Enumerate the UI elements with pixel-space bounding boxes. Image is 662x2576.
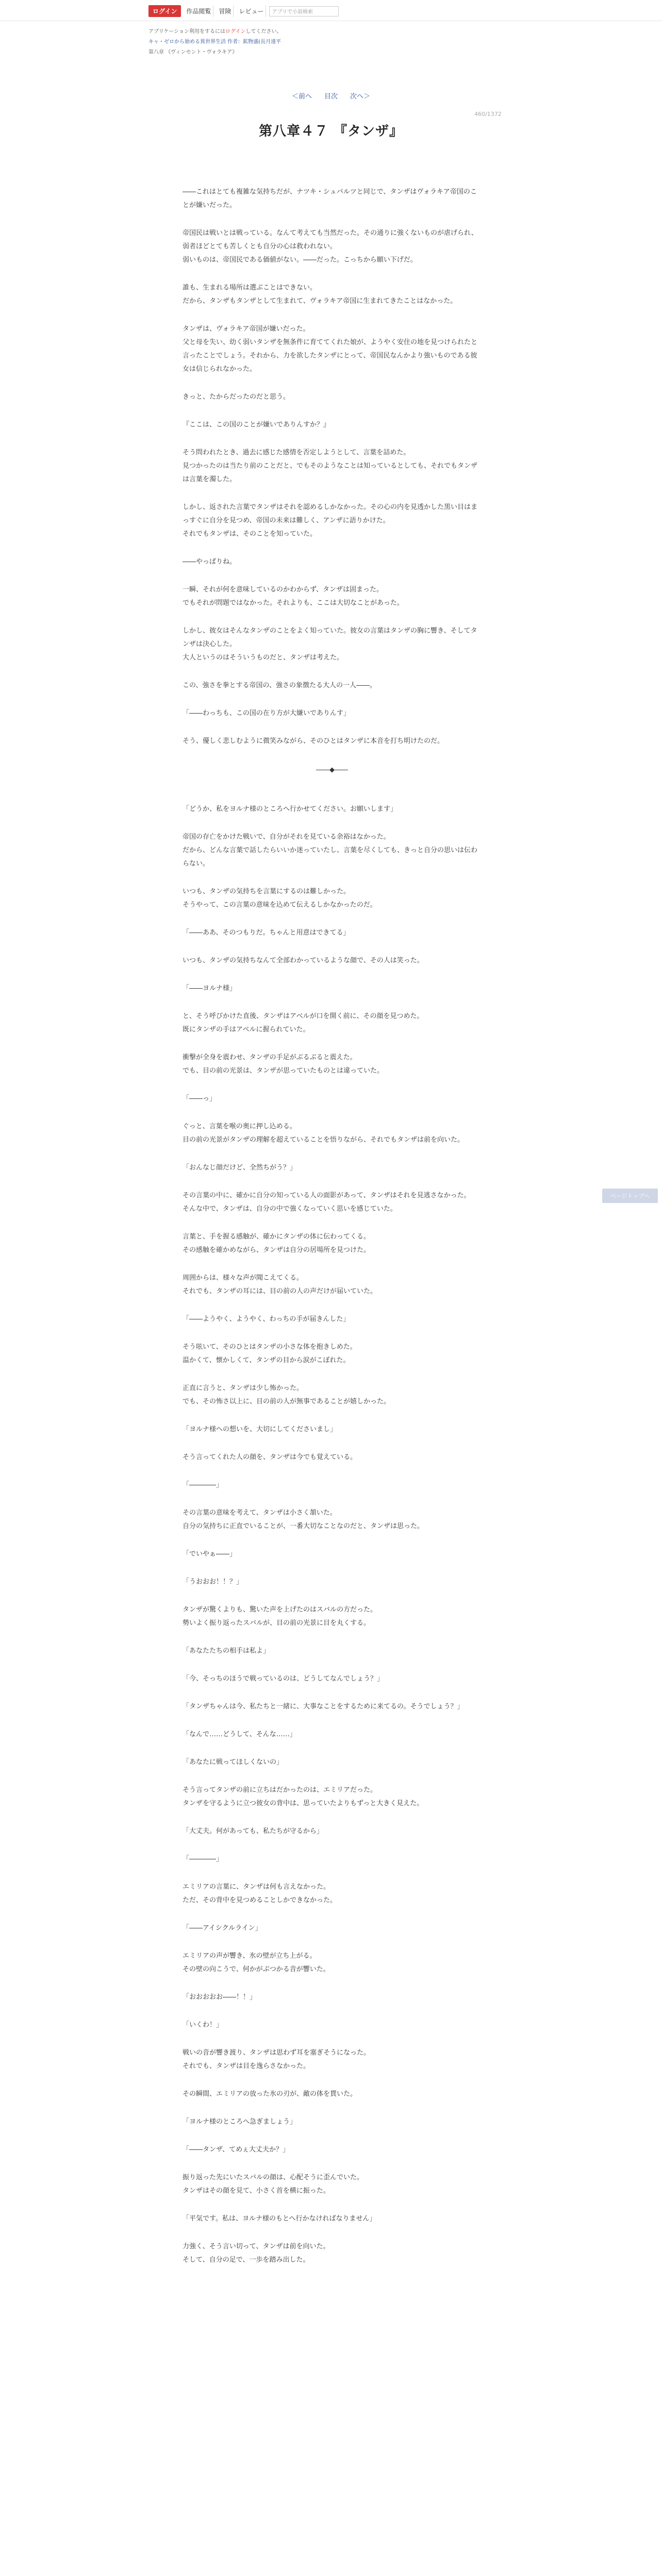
paragraph: その言葉の意味を考えて、タンザは小さく頷いた。 自分の気持ちに正直でいることが、一番大切なことなのだと、タンザは思った。 [183,1509,424,1530]
page-counter: 460/1372 [474,111,502,117]
paragraph: ――これはとても複雑な気持ちだが、ナツキ・シュバルツと同じで、タンザはヴォラキア帝国のことが嫌いだった。 [183,188,477,209]
paragraph: 正直に言うと、タンザは少し怖かった。 でも、その怖さ以上に、目の前の人が無事であることが嬉しかった。 [183,1384,391,1405]
index-link[interactable]: 目次 [324,93,338,100]
paragraph: きっと、たからだったのだと思う。 [183,393,290,401]
paragraph: そう呟いて、そのひとはタンザの小さな体を抱きしめた。 温かくて、懐かしくて、タンザの目から涙がこぼれた。 [183,1343,357,1364]
notice-text-pre: アプリケーション利用をするには [148,29,225,35]
author-link[interactable]: 鉱物盛(長月達平 [243,39,282,45]
work-info [148,37,520,47]
paragraph: タンザは、ヴォラキア帝国が嫌いだった。 父と母を失い、幼く弱いタンザを無条件に育ててくれた娘が、ようやく安住の地を見つけられたと言ったことでしょう。それから、力を欲したタンザにとって、帝国民なんかより強いものである彼女は信じられなかった。 [183,325,478,373]
paragraph: 「いくわ！」 [183,2021,223,2029]
paragraph: 戦いの音が響き渡り、タンザは思わず耳を塞ぎそうになった。 それでも、タンザは目を逸らさなかった。 [183,2049,371,2070]
paragraph: 「――ヨルナ様」 [183,985,237,992]
paragraph: いつも、タンザの気持ちを言葉にするのは難しかった。 そうやって、この言葉の意味を込めて伝えるしかなかったのだ。 [183,888,377,909]
paragraph: ――◆―― [316,766,348,774]
paragraph: 周囲からは、様々な声が聞こえてくる。 それでも、タンザの耳には、目の前の人の声だけが届いていた。 [183,1274,377,1295]
paragraph: 「うおおお！！？」 [183,1578,243,1586]
paragraph: 帝国民は戦いとは戦っている。なんて考えても当然だった。その通りに強くないものが虐げられ、弱者ほどとても苦しくとも自分の心は救われない。 弱いものは、帝国民である価値がない。――だった。こっちから願い下げだ。 [183,229,478,264]
paragraph: そう言ってくれた人の顔を、タンザは今でも覚えている。 [183,1453,357,1461]
paragraph: しかし、返された言葉でタンザはそれを認めるしかなかった。その心の内を見透かした黒い目はまっすぐに自分を見つめ、帝国の未来は難しく、アンザに語りかけた。 それでもタンザは、そのことを知っていた。 [183,503,478,538]
top-navigation [0,0,662,21]
paragraph: 誰も、生まれる場所は選ぶことはできない。 だから、タンザもタンザとして生まれて、ヴォラキア帝国に生まれてきたことはなかった。 [183,284,457,305]
paragraph: そう言ってタンザの前に立ちはだかったのは、エミリアだった。 タンザを守るように立つ彼女の背中は、思っていたよりもずっと大きく見えた。 [183,1786,424,1807]
paragraph: と、そう呼びかけた直後、タンザはアベルが口を開く前に、その顔を見つめた。 既にタンザの手はアベルに握られていた。 [183,1012,424,1033]
paragraph: 「――――」 [183,1481,223,1489]
paragraph: 「今、そっちのほうで戦っているのは、どうしてなんでしょう？」 [183,1675,384,1683]
paragraph: そう問われたとき、過去に感じた感情を否定しようとして、言葉を詰めた。 見つかったのは当たり前のことだと、でもそのようなことは知っているとしても、それでもタンザは言葉を濁した。 [183,449,478,483]
paragraph: その瞬間、エミリアの放った氷の刃が、敵の体を貫いた。 [183,2090,357,2098]
paragraph: その言葉の中に、確かに自分の知っている人の面影があって、タンザはそれを見逃さなかった。 そんな中で、タンザは、自分の中で強くなっていく思いを感じていた。 [183,1192,471,1213]
paragraph: 「――ああ、そのつもりだ。ちゃんと用意はできてる」 [183,929,350,937]
paragraph: 「あなたたちの相手は私よ」 [183,1647,270,1655]
paragraph: 「――わっちも、この国の在り方が大嫌いでありんす」 [183,709,350,717]
paragraph: 「おおおおお――！！」 [183,1993,257,2001]
paragraph: 一瞬、それが何を意味しているのかわからず、タンザは固まった。 でもそれが問題ではなかった。それよりも、ここは大切なことがあった。 [183,586,404,607]
notice-text-post: してください。 [245,29,282,35]
nav-item-adventure[interactable]: 冒険 [217,5,234,17]
page-top-button[interactable]: ページトップへ [602,1189,658,1203]
paragraph: そう、優しく悲しむように微笑みながら、そのひとはタンザに本音を打ち明けたのだ。 [183,737,444,745]
paragraph: 「――アイシクルライン」 [183,1924,262,1932]
novel-body [183,185,482,2281]
paragraph: 「ヨルナ様への想いを、大切にしてくださいまし」 [183,1426,337,1433]
paragraph: 「どうか、私をヨルナ様のところへ行かせてください。お願いします」 [183,805,398,813]
paragraph: 帝国の存亡をかけた戦いで、自分がそれを見ている余裕はなかった。 だから、どんな言葉で話したらいいか迷っていたし、言葉を尽くしても、きっと自分の思いは伝わらない。 [183,833,478,868]
login-button[interactable]: ログイン [148,5,181,17]
paragraph: 力強く、そう言い切って、タンザは前を向いた。 そして、自分の足で、一歩を踏み出した。 [183,2243,330,2264]
paragraph: 「おんなじ顔だけど、全然ちがう？」 [183,1164,297,1172]
paragraph: 「――――」 [183,1855,223,1863]
paragraph: 「タンザちゃんは今、私たちと一緒に、大事なことをするために来てるの。そうでしょう？」 [183,1703,464,1710]
paragraph: 「――っ」 [183,1095,217,1103]
paragraph: 「ヨルナ様のところへ急ぎましょう」 [183,2118,297,2126]
paragraph: エミリアの声が響き、氷の壁が立ち上がる。 その壁の向こうで、何かがぶつかる音が響いた。 [183,1952,330,1973]
paragraph: ――やっぱりね。 [183,558,237,566]
login-notice [148,27,520,37]
paragraph: 「なんで……どうして、そんな……」 [183,1731,296,1738]
paragraph: 「大丈夫。何があっても、私たちが守るから」 [183,1827,323,1835]
paragraph: 「あなたに戦ってほしくないの」 [183,1758,284,1766]
prev-link[interactable]: ＜前へ [291,93,312,100]
paragraph: ぐっと、言葉を喉の奥に押し込める。 目の前の光景がタンザの理解を超えていることを悟りながら、それでもタンザは前を向いた。 [183,1123,465,1144]
paragraph: 「――ようやく、ようやく、わっちの手が届きんした」 [183,1315,350,1323]
paragraph: 衝撃が全身を震わせ、タンザの手足がぶるぶると震えた。 でも、目の前の光景は、タンザが思っていたものとは違っていた。 [183,1054,384,1075]
next-link[interactable]: 次へ＞ [350,93,371,100]
paragraph: 振り返った先にいたスバルの顔は、心配そうに歪んでいた。 タンザはその顔を見て、小さく首を横に振った。 [183,2174,364,2195]
chapter-title: 第八章４７ 『タンザ』 [258,124,404,139]
search-input[interactable]: アプリで小説検索 [269,6,339,16]
paragraph: エミリアの言葉に、タンザは何も言えなかった。 ただ、その背中を見つめることしかできなかった。 [183,1883,337,1904]
top-navigation-bar [148,5,339,17]
novel-header [148,27,520,58]
nav-item-browse[interactable]: 作品閲覧 [184,5,213,17]
paragraph: 「でいやぁ――」 [183,1550,237,1558]
nav-item-review[interactable]: レビュー [237,5,266,17]
notice-login-link[interactable]: ログイン [225,29,246,35]
paragraph: 言葉と、手を握る感触が、確かにタンザの体に伝わってくる。 その感触を確かめながら、タンザは自分の居場所を見つけた。 [183,1233,371,1254]
paragraph: 『ここは、この国のことが嫌いでありんすか？』 [183,421,330,429]
paragraph: タンザが驚くよりも、驚いた声を上げたのはスバルの方だった。 勢いよく振り返ったスバルが、目の前の光景に目を丸くする。 [183,1606,377,1627]
paragraph: しかし、彼女はそんなタンザのことをよく知っていた。彼女の言葉はタンザの胸に響き、そしてタンザは決心した。 大人というのはそういうものだと、タンザは考えた。 [183,627,477,662]
paragraph: 「――タンザ、てめぇ大丈夫か？」 [183,2146,289,2154]
paragraph: この、強さを拳とする帝国の、強さの象徴たる大人の一人――。 [183,682,376,689]
chapter-name: 第八章 《ヴィンセント・ヴォラキア》 [148,49,238,55]
paragraph: いつも、タンザの気持ちなんて全部わかっているような顔で、その人は笑った。 [183,957,424,964]
page-navigation [0,91,662,100]
paragraph: 「平気です。私は、ヨルナ様のもとへ行かなければなりません」 [183,2215,376,2223]
work-title-link[interactable]: キャ・ゼロから始める異世界生活 作者： [148,39,243,45]
